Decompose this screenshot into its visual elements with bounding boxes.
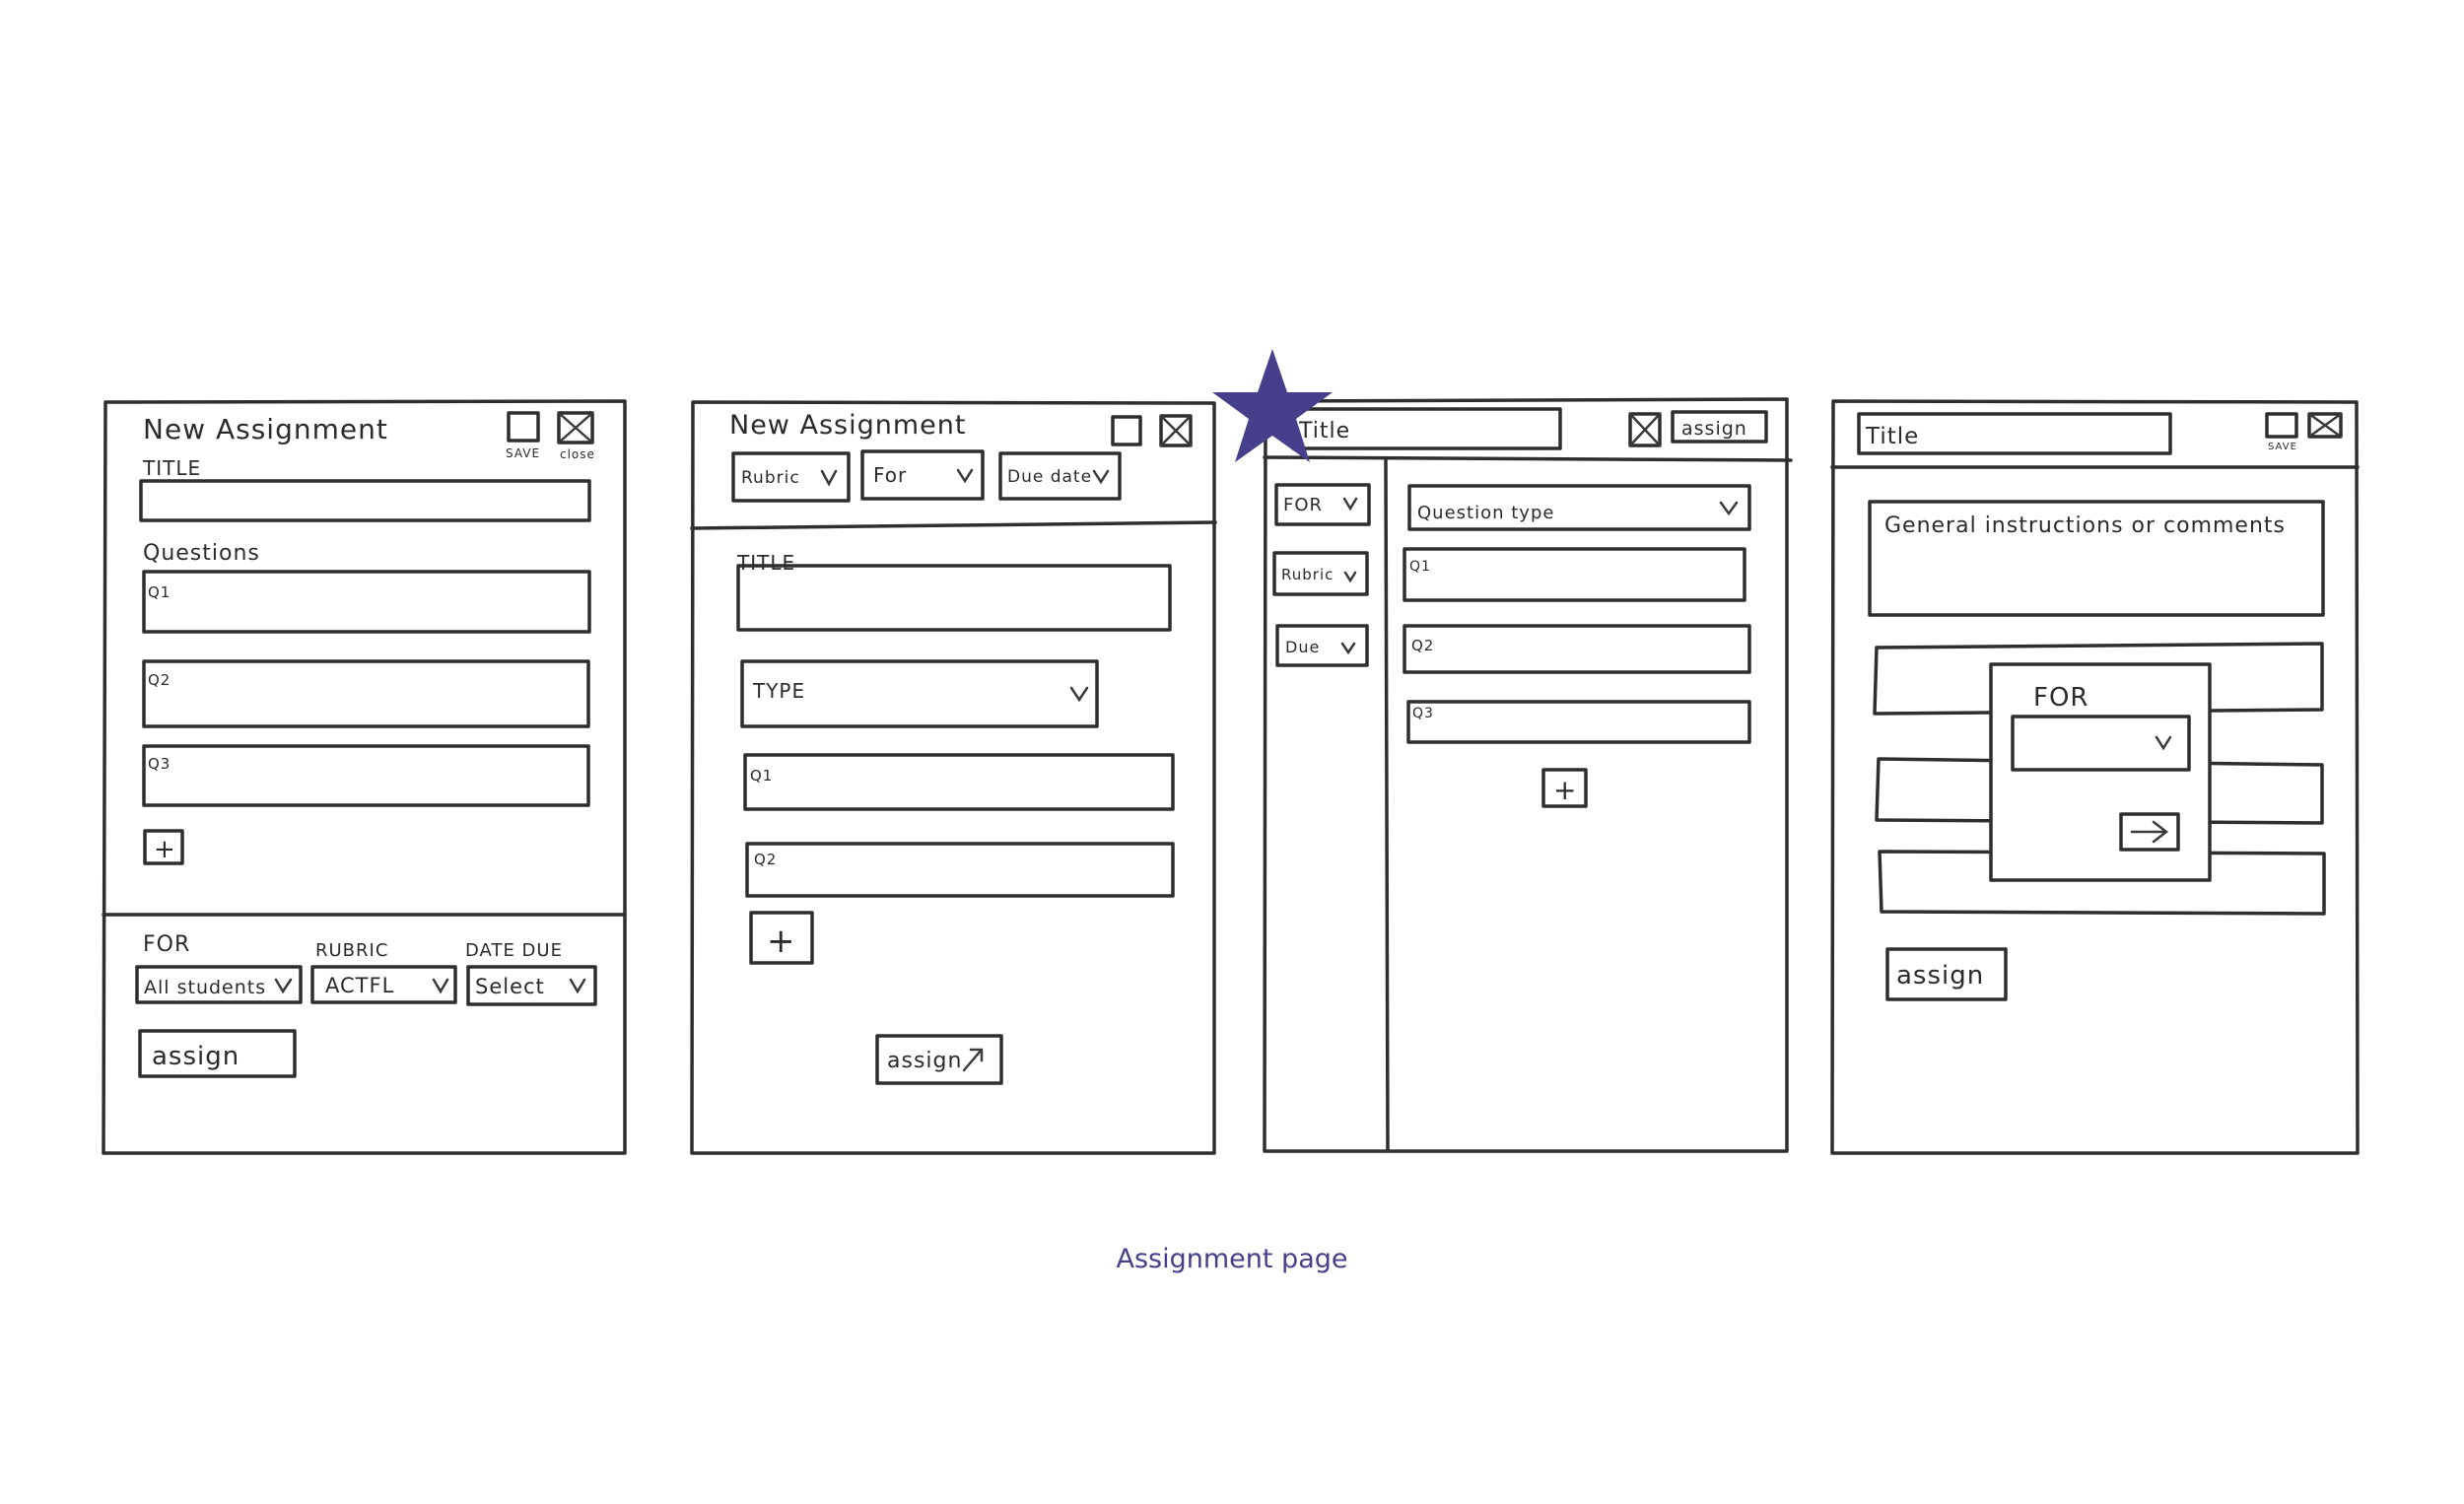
sketch-3 <box>1265 399 1791 1151</box>
sketch-1-q3-field[interactable] <box>144 746 588 805</box>
sketch-2-title-field[interactable] <box>738 566 1170 630</box>
sketch-2-type-label: TYPE <box>753 679 806 703</box>
sketch-1-q1-label: Q1 <box>148 583 171 601</box>
sketch-3-q1-label: Q1 <box>1409 559 1431 575</box>
sketch-3-question-type-dropdown[interactable] <box>1409 486 1749 529</box>
sketch-1-for-dropdown[interactable] <box>137 967 301 1002</box>
save-icon[interactable] <box>509 413 538 441</box>
sketch-3-rubric-label: Rubric <box>1281 566 1335 583</box>
sketch-1-q2-field[interactable] <box>144 661 588 726</box>
sketch-2-due-dropdown[interactable] <box>1000 453 1120 499</box>
sketch-1-rubric-label: RUBRIC <box>315 940 389 961</box>
sketch-1-add-label: + <box>154 835 176 864</box>
sketch-1-date-due-label: DATE DUE <box>465 940 563 961</box>
sketch-3-q3-label: Q3 <box>1412 706 1434 721</box>
sketch-1-add-question-button[interactable] <box>145 831 182 864</box>
sketch-3-q2-field[interactable] <box>1404 626 1749 672</box>
sketch-2-assign-label: assign <box>887 1049 963 1073</box>
sketch-1-q1-field[interactable] <box>144 572 589 632</box>
sketch-3-assign-label: assign <box>1681 418 1747 440</box>
sketch-2-type-dropdown[interactable] <box>742 661 1097 726</box>
close-icon[interactable] <box>1161 416 1191 445</box>
sketch-2-for-label: For <box>873 463 908 487</box>
sketch-2-due-label: Due date <box>1007 467 1093 487</box>
close-icon[interactable] <box>559 413 592 443</box>
sketch-4-title-field[interactable] <box>1859 414 2170 453</box>
sketch-3-add-label: + <box>1553 774 1578 806</box>
star-icon <box>1212 349 1333 462</box>
arrow-up-right-icon <box>964 1050 982 1070</box>
sketch-2-q2-label: Q2 <box>754 851 778 868</box>
sketch-2-for-dropdown[interactable] <box>862 451 983 499</box>
page-caption: Assignment page <box>1116 1244 1348 1274</box>
sketch-1-rubric-value: ACTFL <box>325 974 395 997</box>
sketch-4 <box>1832 401 2358 1153</box>
sketch-3-due-label: Due <box>1285 638 1321 656</box>
sketch-3-for-label: FOR <box>1283 495 1324 515</box>
sketch-1-title: New Assignment <box>143 413 388 445</box>
close-icon[interactable] <box>1630 414 1660 445</box>
save-icon[interactable] <box>2267 414 2296 437</box>
sketch-4-for-label: FOR <box>2033 683 2089 713</box>
sketch-1-rubric-dropdown[interactable] <box>312 967 455 1002</box>
sketch-3-q2-label: Q2 <box>1411 637 1435 654</box>
sketch-2-rubric-dropdown[interactable] <box>733 453 849 501</box>
sketch-4-for-popup <box>1991 664 2210 880</box>
sketch-4-instructions-placeholder: General instructions or comments <box>1884 513 2286 538</box>
sketch-3-q3-field[interactable] <box>1408 702 1749 742</box>
sketch-4-title-placeholder: Title <box>1866 424 1920 449</box>
sketch-3-q1-field[interactable] <box>1404 549 1745 600</box>
sketch-4-assign-button[interactable] <box>1887 949 2006 999</box>
sketch-3-assign-button[interactable] <box>1673 412 1766 442</box>
sketch-1 <box>103 401 625 1153</box>
sketch-2-q1-label: Q1 <box>750 767 774 785</box>
sketch-4-instructions-field[interactable] <box>1870 502 2323 615</box>
sketch-3-title-placeholder: Title <box>1299 419 1351 444</box>
sketch-3-title-field[interactable] <box>1293 409 1560 448</box>
sketch-2-q2-field[interactable] <box>747 844 1173 896</box>
sketch-1-date-dropdown[interactable] <box>468 967 595 1004</box>
sketch-4-save-label: SAVE <box>2268 442 2297 452</box>
sketch-1-questions-label: Questions <box>143 541 260 566</box>
sketch-2-add-question-button[interactable] <box>751 913 812 963</box>
sketch-2-rubric-label: Rubric <box>741 468 800 488</box>
sketch-1-assign-button[interactable] <box>140 1031 295 1076</box>
sketch-3-add-question-button[interactable] <box>1543 770 1586 806</box>
sketch-1-close-label: close <box>560 447 595 461</box>
sketch-1-for-value: All students <box>144 977 267 998</box>
sketch-3-for-dropdown[interactable] <box>1276 485 1369 524</box>
sketch-3-question-type-label: Question type <box>1417 503 1555 523</box>
sketch-2 <box>692 402 1215 1153</box>
sketch-3-rubric-dropdown[interactable] <box>1274 553 1367 594</box>
sketch-2-q1-field[interactable] <box>745 755 1173 809</box>
sketch-1-title-field[interactable] <box>141 481 589 520</box>
sketch-1-assign-label: assign <box>152 1042 240 1071</box>
sketch-1-for-label: FOR <box>143 932 191 957</box>
sketch-2-add-label: + <box>767 922 796 961</box>
sketch-1-q3-label: Q3 <box>148 755 171 773</box>
sketch-4-assign-label: assign <box>1896 961 1985 991</box>
maximize-icon[interactable] <box>1113 417 1140 444</box>
sketch-2-title-label: TITLE <box>737 551 796 575</box>
sketch-2-title: New Assignment <box>729 410 967 441</box>
close-icon[interactable] <box>2309 414 2341 437</box>
sketch-1-save-label: SAVE <box>506 446 541 460</box>
sketch-3-due-dropdown[interactable] <box>1277 626 1367 665</box>
sketch-1-date-value: Select <box>475 975 545 998</box>
sketch-1-q2-label: Q2 <box>148 671 171 689</box>
sketch-2-assign-button[interactable] <box>877 1036 1001 1083</box>
sketch-1-title-label: TITLE <box>143 456 202 480</box>
